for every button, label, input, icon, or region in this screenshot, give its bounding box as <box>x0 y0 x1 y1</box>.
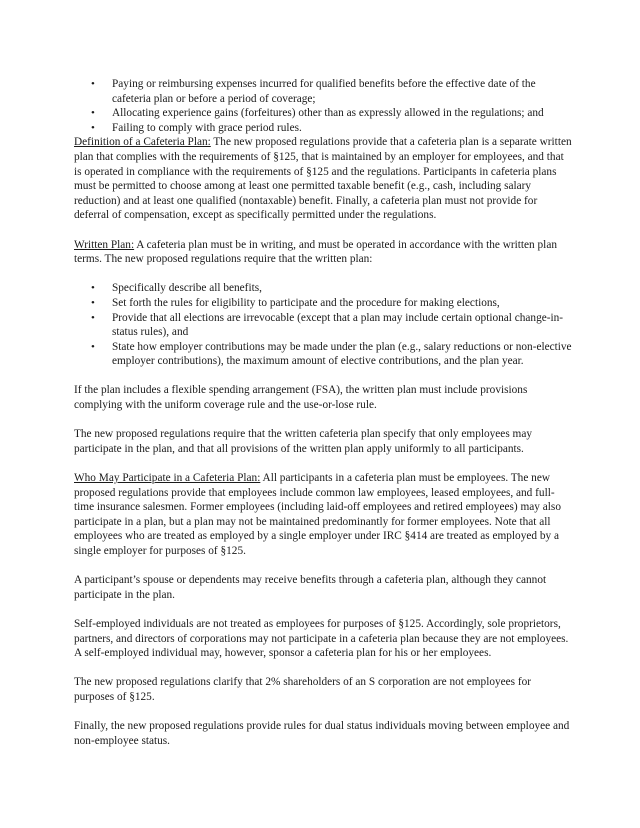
who-may-participate-paragraph <box>74 471 574 559</box>
definition-body: The new proposed regulations provide that a cafeteria plan is a separate written plan that complies with the requirements of §125, that is maintained by an employer for employees, and that is operated in compliance with the requirements of §125 and the regulations. Participants in cafeteria plans must be permitted to choose among at least one permitted taxable benefit (e.g., cash, including salary reduction) and at least one qualified (nontaxable) benefit. Finally, a cafeteria plan must not provide for deferral of compensation, except as specifically permitted under the regulations. <box>74 136 572 222</box>
who-may-participate-heading: Who May Participate in a Cafeteria Plan: <box>74 472 261 485</box>
list-item: • Specifically describe all benefits, <box>74 281 574 296</box>
written-plan-bullet-list <box>74 281 574 369</box>
list-item: • Allocating experience gains (forfeitures) other than as expressly allowed in the regulations; and <box>74 106 574 121</box>
definition-paragraph <box>74 135 574 223</box>
written-plan-paragraph <box>74 238 574 267</box>
dual-status-paragraph: Finally, the new proposed regulations provide rules for dual status individuals moving between employee and non-employee status. <box>74 720 570 747</box>
self-employed-paragraph: Self-employed individuals are not treated as employees for purposes of §125. Accordingly, sole proprietors, partners, and directors of corporations may not participate in a cafeteria plan because they are not employees. A self-employed individual may, however, sponsor a cafeteria plan for his or her employees. <box>74 617 569 660</box>
fsa-paragraph: If the plan includes a flexible spending arrangement (FSA), the written plan must include provisions complying with the uniform coverage rule and the use-or-lose rule. <box>74 384 528 412</box>
list-item: • Set forth the rules for eligibility to participate and the procedure for making elections, <box>74 296 574 311</box>
list-item: • Failing to comply with grace period rules. <box>74 121 574 136</box>
definition-heading: Definition of a Cafeteria Plan: <box>74 136 211 149</box>
written-plan-heading: Written Plan: <box>74 238 135 251</box>
written-plan-body: A cafeteria plan must be in writing, and must be operated in accordance with the written plan terms. The new proposed regulations require that the written plan: <box>74 238 557 266</box>
spouse-paragraph: A participant’s spouse or dependents may receive benefits through a cafeteria plan, although they cannot participate in the plan. <box>74 574 547 601</box>
list-item: • State how employer contributions may be made under the plan (e.g., salary reductions or non-elective employer contributions), the maximum amount of elective contributions, and the plan year. <box>74 340 574 369</box>
document-body <box>74 77 574 748</box>
who-may-participate-body: All participants in a cafeteria plan must be employees. The new proposed regulations provide that employees include common law employees, leased employees, and full-time insurance salesmen. Former employees (including laid-off employees and retired employees) may also participate in a plan, but a plan may not be maintained predominantly for former employees. Note that all employees who are treated as employed by a single employer under IRC §414 are treated as employed by a single employer for purposes of §125. <box>74 472 561 557</box>
intro-bullet-list <box>74 77 574 135</box>
uniform-participation-paragraph: The new proposed regulations require that the written cafeteria plan specify that only employees may participate in the plan, and that all provisions of the written plan apply uniformly to all participants. <box>74 428 532 455</box>
list-item: • Paying or reimbursing expenses incurred for qualified benefits before the effective date of the cafeteria plan or before a period of coverage; <box>74 77 574 106</box>
s-corp-paragraph: The new proposed regulations clarify that 2% shareholders of an S corporation are not employees for purposes of §125. <box>74 676 532 703</box>
list-item: • Provide that all elections are irrevocable (except that a plan may include certain optional change-in-status rules), and <box>74 311 574 340</box>
